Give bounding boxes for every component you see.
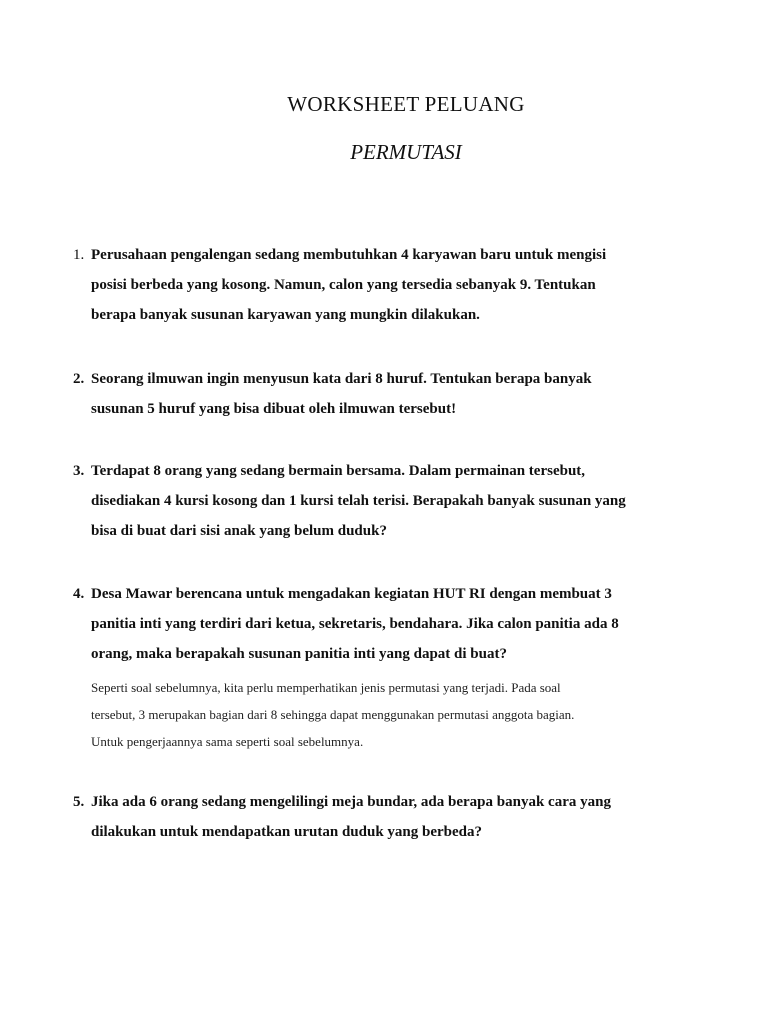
question-line: susunan 5 huruf yang bisa dibuat oleh ilmuwan tersebut! xyxy=(91,401,457,417)
question-line: berapa banyak susunan karyawan yang mungkin dilakukan. xyxy=(91,307,480,323)
page-subtitle: PERMUTASI xyxy=(350,140,462,164)
question-number: 2. xyxy=(73,371,85,387)
question-line: Terdapat 8 orang yang sedang bermain bersama. Dalam permainan tersebut, xyxy=(91,463,586,479)
question-text xyxy=(91,579,693,669)
note-line: Untuk pengerjaannya sama seperti soal sebelumnya. xyxy=(91,734,364,749)
question-line: dilakukan untuk mendapatkan urutan duduk yang berbeda? xyxy=(91,824,483,840)
question-text xyxy=(91,787,693,847)
question-number: 5. xyxy=(73,794,85,810)
question-line: Desa Mawar berencana untuk mengadakan kegiatan HUT RI dengan membuat 3 xyxy=(91,586,612,602)
question-number: 4. xyxy=(73,586,85,602)
question-line: bisa di buat dari sisi anak yang belum duduk? xyxy=(91,523,387,539)
question-text xyxy=(91,240,693,330)
question-line: disediakan 4 kursi kosong dan 1 kursi telah terisi. Berapakah banyak susunan yang xyxy=(91,493,626,509)
question-line: Jika ada 6 orang sedang mengelilingi meja bundar, ada berapa banyak cara yang xyxy=(91,794,611,810)
question-4 xyxy=(73,579,693,755)
question-number: 3. xyxy=(73,463,85,479)
question-3 xyxy=(73,456,693,546)
note-line: Seperti soal sebelumnya, kita perlu memperhatikan jenis permutasi yang terjadi. Pada soal xyxy=(91,680,561,695)
question-number: 1. xyxy=(73,247,85,263)
question-5 xyxy=(73,787,693,847)
note-line: tersebut, 3 merupakan bagian dari 8 sehingga dapat menggunakan permutasi anggota bagian. xyxy=(91,707,575,722)
question-text xyxy=(91,456,693,546)
question-2 xyxy=(73,364,693,424)
question-text xyxy=(91,364,693,424)
question-1 xyxy=(73,240,693,330)
question-note xyxy=(91,674,693,755)
question-line: Perusahaan pengalengan sedang membutuhkan 4 karyawan baru untuk mengisi xyxy=(91,247,607,263)
question-line: Seorang ilmuwan ingin menyusun kata dari 8 huruf. Tentukan berapa banyak xyxy=(91,371,592,387)
question-line: orang, maka berapakah susunan panitia inti yang dapat di buat? xyxy=(91,646,507,662)
question-line: posisi berbeda yang kosong. Namun, calon yang tersedia sebanyak 9. Tentukan xyxy=(91,277,596,293)
page-title: WORKSHEET PELUANG xyxy=(287,92,525,116)
question-line: panitia inti yang terdiri dari ketua, sekretaris, bendahara. Jika calon panitia ada 8 xyxy=(91,616,619,632)
